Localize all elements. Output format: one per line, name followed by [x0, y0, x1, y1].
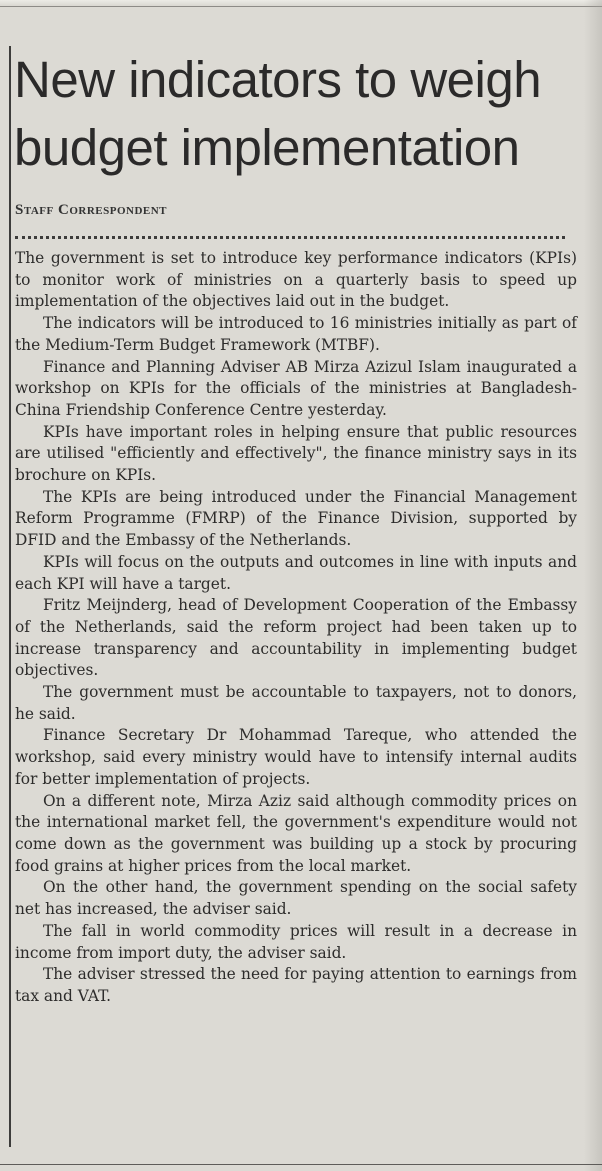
article-paragraph: The government is set to introduce key performance indicators (KPIs) to monitor work of ministries on a quarterly basis to speed up implementation of the objectives laid out in the budget.: [15, 249, 577, 311]
article-paragraph: KPIs will focus on the outputs and outcomes in line with inputs and each KPI will have a target.: [15, 552, 577, 593]
article-paragraph: Finance Secretary Dr Mohammad Tareque, who attended the workshop, said every ministry would have to intensify internal audits for better implementation of projects.: [15, 726, 577, 788]
article-paragraph: The KPIs are being introduced under the Financial Management Reform Programme (FMRP) of the Finance Division, supported by DFID and the Embassy of the Netherlands.: [15, 487, 577, 550]
bottom-rule: [0, 1164, 602, 1165]
article-paragraph: The government must be accountable to taxpayers, not to donors, he said.: [15, 683, 577, 723]
article-paragraph: Fritz Meijnderg, head of Development Cooperation of the Embassy of the Netherlands, said the reform project had been taken up to increase transparency and accountability in implementing budget objectives.: [15, 596, 577, 680]
article-paragraph: The indicators will be introduced to 16 ministries initially as part of the Medium-Term Budget Framework (MTBF).: [15, 314, 577, 354]
article-headline: New indicators to weigh budget implementation: [14, 51, 542, 176]
article-paragraph: On a different note, Mirza Aziz said although commodity prices on the international market fell, the government's expenditure would not come down as the government was building up a stock by procuring food grains at higher prices from the local market.: [15, 791, 577, 875]
article-paragraph: The adviser stressed the need for paying attention to earnings from tax and VAT.: [15, 965, 577, 1005]
byline-dotted-divider: [15, 236, 565, 239]
article-paragraph: Finance and Planning Adviser AB Mirza Azizul Islam inaugurated a workshop on KPIs for the officials of the ministries at Bangladesh-China Friendship Conference Centre yesterday.: [15, 357, 577, 419]
column-left-rule: [9, 46, 11, 1147]
top-rule: [0, 0, 602, 7]
article-body: [15, 248, 577, 1008]
article-paragraph: On the other hand, the government spending on the social safety net has increased, the adviser said.: [15, 878, 577, 919]
article-paragraph: KPIs have important roles in helping ensure that public resources are utilised "efficiently and effectively", the finance ministry says in its brochure on KPIs.: [15, 422, 577, 485]
article-paragraph: The fall in world commodity prices will result in a decrease in income from import duty, the adviser said.: [15, 921, 577, 962]
article-byline: Staff Correspondent: [15, 202, 168, 218]
